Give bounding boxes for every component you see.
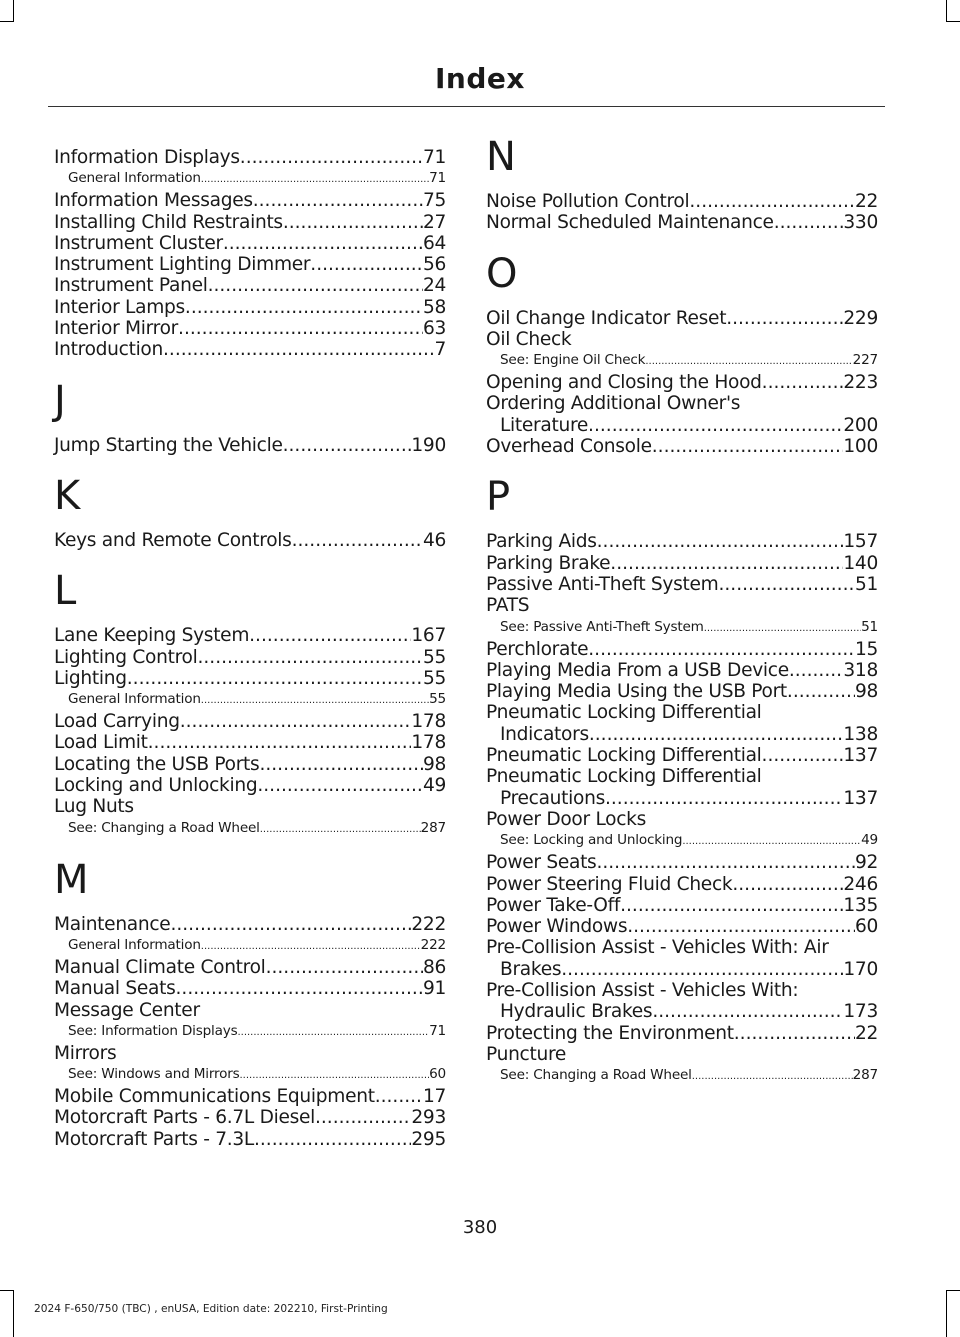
index-entry[interactable] [486,745,878,766]
entry-label: Power Take-Off [486,894,621,916]
entry-label: See: Changing a Road Wheel [68,819,260,836]
entry-page-number: 55 [429,691,446,708]
entry-page-number: 71 [422,147,446,168]
entry-page-number: 22 [854,191,878,212]
entry-label: See: Information Displays [68,1022,238,1039]
entry-page-number: 138 [843,723,878,745]
entry-label: See: Engine Oil Check [500,352,646,369]
leader-dots [605,788,843,809]
entry-label: Mobile Communications Equipment [54,1086,375,1108]
leader-dots [223,233,423,254]
entry-label: Instrument Lighting Dimmer [54,254,311,276]
index-entry[interactable] [54,914,446,935]
entry-label: Parking Aids [486,531,597,553]
leader-dots [682,831,861,852]
leader-dots [185,297,423,318]
leader-dots [718,574,854,595]
section-letter: J [54,377,66,424]
leader-dots [596,852,854,873]
index-heading: Puncture [486,1043,567,1065]
entry-label: Locating the USB Ports [54,753,260,775]
index-entry[interactable] [486,212,878,233]
index-entry[interactable] [54,754,446,775]
leader-dots [375,1086,423,1107]
page-number: 380 [462,1217,498,1238]
crop-mark-bottom-left-h [0,1290,14,1291]
index-entry[interactable] [486,553,878,574]
leader-dots [201,690,429,711]
leader-dots [127,668,423,689]
index-column-right [486,134,878,1087]
index-entry[interactable] [486,852,878,873]
entry-label: Instrument Panel [54,275,208,297]
index-subentry[interactable] [486,617,878,639]
entry-label-line1: Ordering Additional Owner's [486,393,741,415]
entry-page-number: 222 [411,913,446,935]
index-entry[interactable] [54,212,446,233]
index-entry[interactable] [54,775,446,796]
leader-dots [197,647,422,668]
entry-page-number: 71 [429,1022,446,1039]
entry-page-number: 15 [854,638,878,660]
index-entry[interactable] [486,308,878,329]
leader-dots [178,318,423,339]
entry-page-number: 51 [854,573,878,595]
index-entry[interactable] [54,339,446,360]
index-entry[interactable] [54,297,446,318]
entry-label: Parking Brake [486,552,611,574]
leader-dots [253,190,423,211]
entry-page-number: 287 [420,819,446,836]
leader-dots [176,978,423,999]
leader-dots [588,415,843,436]
entry-label: Load Carrying [54,711,180,733]
leader-dots [627,916,855,937]
entry-label: Playing Media Using the USB Port [486,681,787,703]
entry-page-number: 246 [843,873,878,895]
index-entry[interactable] [486,639,878,660]
index-entry[interactable] [54,732,446,753]
leader-dots [201,169,429,190]
index-entry[interactable] [486,724,878,745]
entry-label: Lighting [54,667,127,689]
entry-label: Power Steering Fluid Check [486,873,733,895]
entry-label-line1: Pre-Collision Assist - Vehicles With: Air [486,937,829,959]
leader-dots [762,745,844,766]
entry-page-number: 222 [420,936,446,953]
index-entry-wrapped[interactable] [486,702,878,745]
leader-dots [310,254,423,275]
leader-dots [597,531,844,552]
index-entry[interactable] [486,788,878,809]
leader-dots [774,212,844,233]
entry-page-number: 58 [422,296,446,318]
crop-mark-bottom-right-v [946,1290,947,1337]
entry-label: General Information [68,936,201,953]
entry-label: Motorcraft Parts - 7.3L [54,1128,254,1150]
section-letter: O [486,250,518,297]
entry-label: Instrument Cluster [54,232,223,254]
leader-dots [610,553,843,574]
entry-page-number: 55 [422,646,446,668]
entry-page-number: 167 [411,625,446,647]
leader-dots [208,275,423,296]
index-entry-wrapped[interactable] [486,393,878,436]
leader-dots [732,874,843,895]
entry-label: Passive Anti-Theft System [486,573,719,595]
leader-dots [283,435,412,456]
leader-dots [266,957,423,978]
index-subentry[interactable] [54,818,446,840]
entry-label: Lane Keeping System [54,625,250,647]
leader-dots [240,147,423,168]
entry-page-number: 178 [411,711,446,733]
leader-dots [652,1001,843,1022]
entry-page-number: 295 [411,1128,446,1150]
entry-page-number: 7 [434,339,446,361]
entry-label: General Information [68,170,201,187]
entry-page-number: 227 [852,352,878,369]
index-entry[interactable] [54,957,446,978]
entry-label: Indicators [500,723,589,745]
entry-label: See: Passive Anti-Theft System [500,618,704,635]
index-entry[interactable] [54,625,446,646]
entry-label: Interior Mirror [54,318,179,340]
entry-page-number: 229 [843,307,878,329]
entry-page-number: 75 [422,190,446,212]
section-letter: M [54,856,89,903]
leader-dots [692,1066,853,1087]
index-subentry[interactable] [54,1021,446,1043]
entry-label: Opening and Closing the Hood [486,372,762,394]
entry-label: Normal Scheduled Maintenance [486,212,774,234]
entry-label: Lighting Control [54,646,198,668]
entry-label: Precautions [500,787,605,809]
entry-page-number: 137 [843,787,878,809]
index-entry[interactable] [486,191,878,212]
entry-page-number: 157 [843,531,878,553]
crop-mark-top-left-v [13,0,14,22]
index-entry[interactable] [54,318,446,339]
entry-page-number: 60 [429,1066,446,1083]
index-entry[interactable] [54,1107,446,1128]
leader-dots [787,681,855,702]
page-title: Index [435,62,525,95]
entry-page-number: 330 [843,212,878,234]
leader-dots [589,724,844,745]
index-entry[interactable] [486,531,878,552]
entry-page-number: 135 [843,894,878,916]
entry-page-number: 49 [422,775,446,797]
leader-dots [789,660,844,681]
leader-dots [726,308,843,329]
leader-dots [561,959,843,980]
index-entry[interactable] [54,711,446,732]
entry-page-number: 293 [411,1107,446,1129]
leader-dots [260,819,421,840]
leader-dots [148,732,412,753]
index-entry[interactable] [486,574,878,595]
index-entry[interactable] [54,435,446,456]
entry-page-number: 140 [843,552,878,574]
index-entry[interactable] [486,916,878,937]
index-entry[interactable] [486,660,878,681]
index-entry[interactable] [486,1001,878,1022]
crop-mark-top-right-v [946,0,947,22]
entry-label: Interior Lamps [54,296,185,318]
entry-label: Hydraulic Brakes [500,1001,653,1023]
entry-page-number: 60 [854,916,878,938]
entry-page-number: 55 [422,667,446,689]
index-entry[interactable] [54,254,446,275]
entry-page-number: 64 [422,232,446,254]
edition-footer: 2024 F-650/750 (TBC) , enUSA, Edition date: 202210, First-Printing [34,1303,388,1315]
entry-label: Brakes [500,958,562,980]
index-entry[interactable] [486,415,878,436]
entry-page-number: 46 [422,529,446,551]
leader-dots [283,212,423,233]
leader-dots [292,530,423,551]
entry-label: Protecting the Environment [486,1022,734,1044]
entry-page-number: 98 [422,753,446,775]
index-entry[interactable] [54,190,446,211]
index-heading: Mirrors [54,1042,117,1064]
index-entry[interactable] [54,1086,446,1107]
index-entry[interactable] [486,1023,878,1044]
entry-page-number: 24 [422,275,446,297]
entry-label-line1: Pre-Collision Assist - Vehicles With: [486,980,799,1002]
leader-dots [588,639,855,660]
index-entry[interactable] [54,647,446,668]
leader-dots [645,351,852,372]
entry-label-line1: Pneumatic Locking Differential [486,766,762,788]
entry-page-number: 49 [861,832,878,849]
entry-label-line1: Pneumatic Locking Differential [486,702,762,724]
index-entry[interactable] [54,275,446,296]
index-heading: Power Door Locks [486,808,647,830]
entry-label: Jump Starting the Vehicle [54,434,283,456]
entry-label: Playing Media From a USB Device [486,659,789,681]
entry-page-number: 92 [854,852,878,874]
index-heading: Message Center [54,999,200,1021]
index-entry-wrapped[interactable] [486,937,878,980]
entry-page-number: 27 [422,211,446,233]
entry-page-number: 91 [422,978,446,1000]
entry-label: Power Windows [486,916,628,938]
entry-page-number: 223 [843,372,878,394]
index-entry[interactable] [486,372,878,393]
index-column-left [54,147,446,1150]
entry-page-number: 318 [843,659,878,681]
leader-dots [249,625,411,646]
entry-label: See: Locking and Unlocking [500,832,683,849]
entry-page-number: 63 [422,318,446,340]
entry-label: Perchlorate [486,638,589,660]
index-entry[interactable] [486,436,878,457]
leader-dots [237,1022,429,1043]
section-letter: L [54,568,77,615]
entry-page-number: 86 [422,956,446,978]
entry-page-number: 190 [411,434,446,456]
index-entry[interactable] [486,681,878,702]
section-letter: P [486,474,511,521]
entry-label: Power Seats [486,852,597,874]
index-entry-wrapped[interactable] [486,766,878,809]
entry-label: See: Changing a Road Wheel [500,1067,692,1084]
index-heading: Oil Check [486,328,572,350]
entry-label: General Information [68,691,201,708]
index-entry[interactable] [486,895,878,916]
crop-mark-top-right-h [946,21,960,22]
entry-page-number: 200 [843,414,878,436]
entry-page-number: 287 [852,1067,878,1084]
index-heading: PATS [486,595,530,617]
entry-page-number: 178 [411,732,446,754]
leader-dots [240,1065,430,1086]
index-subentry[interactable] [54,689,446,711]
index-subentry[interactable] [54,168,446,190]
entry-label: Pneumatic Locking Differential [486,745,762,767]
index-subentry[interactable] [54,1064,446,1086]
entry-label: Installing Child Restraints [54,211,283,233]
leader-dots [254,1129,411,1150]
index-entry[interactable] [54,978,446,999]
index-entry[interactable] [54,147,446,168]
leader-dots [259,754,423,775]
crop-mark-bottom-left-v [13,1290,14,1337]
entry-label: Overhead Console [486,436,652,458]
leader-dots [163,339,434,360]
index-subentry[interactable] [486,1065,878,1087]
crop-mark-bottom-right-h [946,1290,960,1291]
entry-page-number: 22 [854,1022,878,1044]
section-letter: K [54,472,81,519]
entry-page-number: 56 [422,254,446,276]
entry-page-number: 17 [422,1086,446,1108]
entry-page-number: 173 [843,1001,878,1023]
entry-label: See: Windows and Mirrors [68,1066,240,1083]
entry-page-number: 137 [843,745,878,767]
leader-dots [315,1107,411,1128]
leader-dots [734,1023,855,1044]
leader-dots [652,436,844,457]
index-entry[interactable] [54,668,446,689]
entry-page-number: 51 [861,618,878,635]
entry-label: Motorcraft Parts - 6.7L Diesel [54,1107,315,1129]
entry-label: Load Limit [54,732,148,754]
title-rule [48,106,885,107]
index-entry-wrapped[interactable] [486,980,878,1023]
entry-label: Introduction [54,339,163,361]
leader-dots [704,618,861,639]
leader-dots [762,372,844,393]
entry-page-number: 100 [843,436,878,458]
entry-label: Locking and Unlocking [54,775,258,797]
leader-dots [170,914,411,935]
index-heading: Lug Nuts [54,796,134,818]
entry-label: Manual Climate Control [54,956,266,978]
entry-label: Oil Change Indicator Reset [486,307,727,329]
entry-label: Information Messages [54,190,253,212]
index-entry[interactable] [486,874,878,895]
section-letter: N [486,134,516,180]
index-subentry[interactable] [486,830,878,852]
leader-dots [201,936,421,957]
entry-label: Information Displays [54,147,240,168]
leader-dots [620,895,843,916]
leader-dots [180,711,412,732]
leader-dots [689,191,855,212]
index-entry[interactable] [54,530,446,551]
entry-label: Noise Pollution Control [486,191,690,212]
entry-label: Manual Seats [54,978,176,1000]
entry-page-number: 71 [429,170,446,187]
crop-mark-top-left-h [0,21,14,22]
index-subentry[interactable] [486,350,878,372]
entry-label: Maintenance [54,913,171,935]
entry-label: Literature [500,414,589,436]
index-subentry[interactable] [54,935,446,957]
leader-dots [257,775,423,796]
index-entry[interactable] [486,959,878,980]
entry-label: Keys and Remote Controls [54,529,292,551]
entry-page-number: 170 [843,958,878,980]
entry-page-number: 98 [854,681,878,703]
index-entry[interactable] [54,1129,446,1150]
index-entry[interactable] [54,233,446,254]
